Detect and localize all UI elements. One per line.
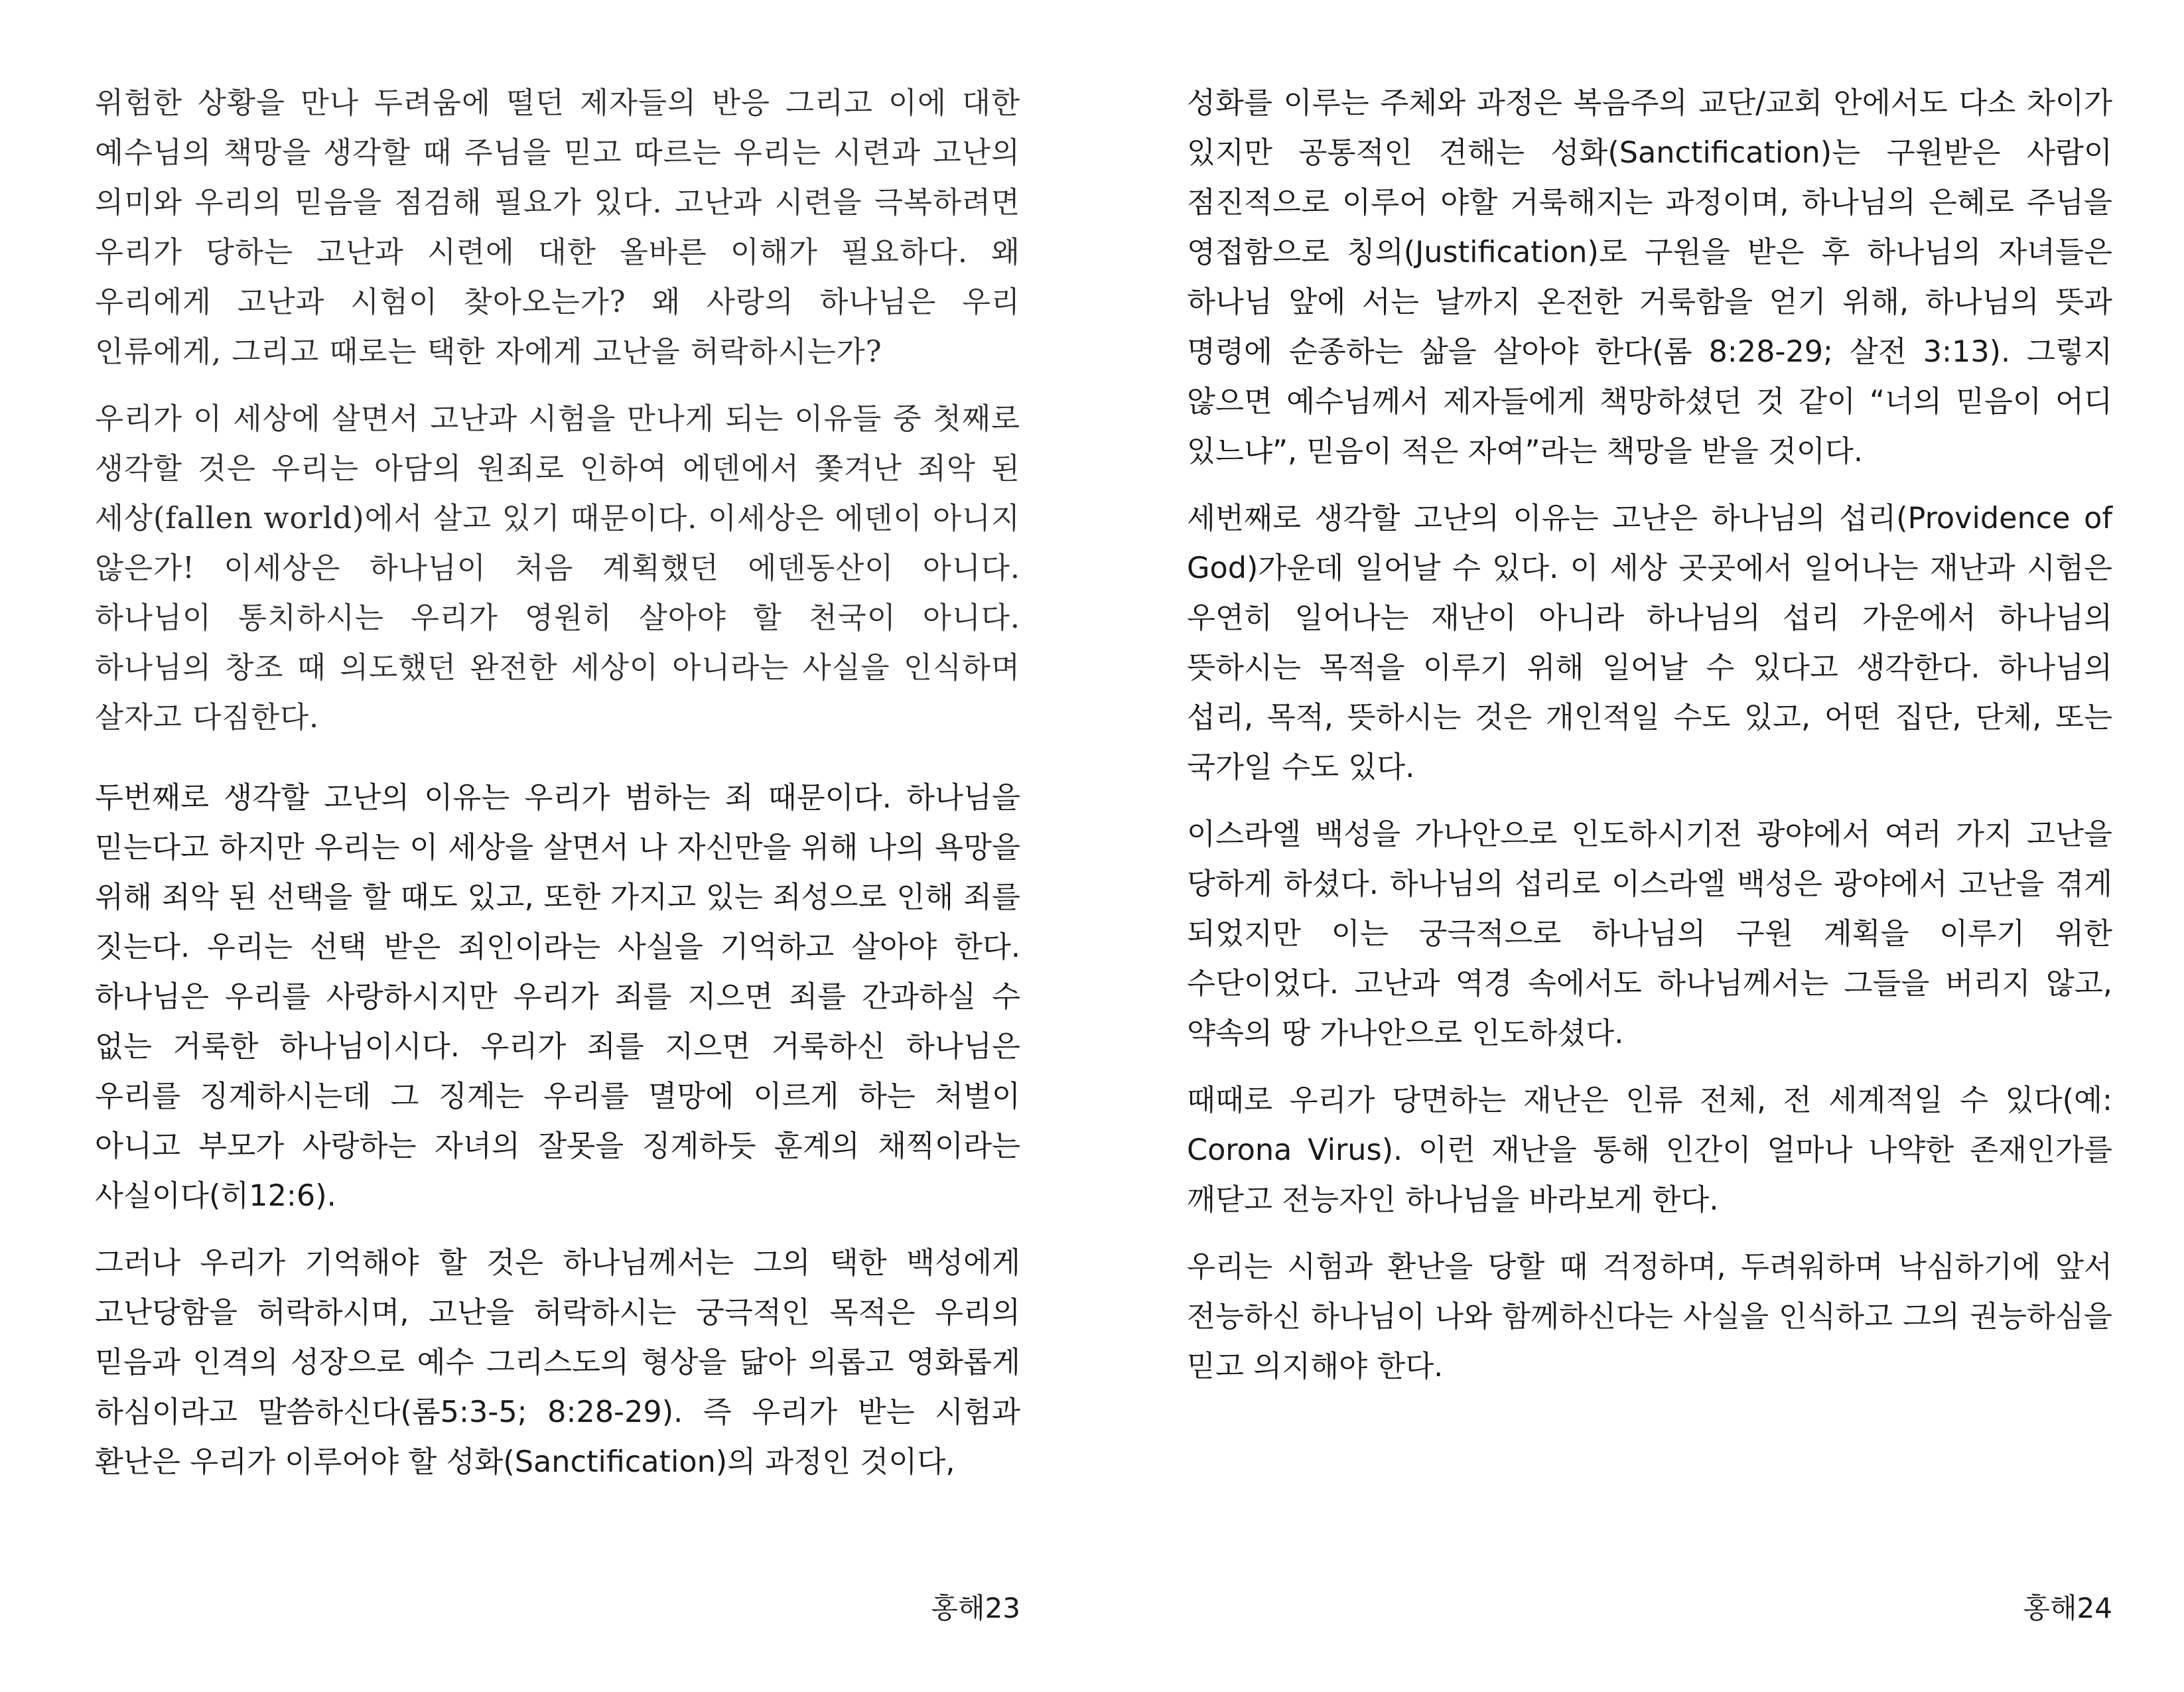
paragraph: 우리는 시험과 환난을 당할 때 걱정하며, 두려워하며 낙심하기에 앞서 전능하신 하나님이 나와 함께하신다는 사실을 인식하고 그의 권능하심을 믿고 의지해야 한다.: [1187, 1250, 2112, 1383]
page-number: 홍해24: [2023, 1592, 2112, 1624]
paragraph: 우리가 이 세상에 살면서 고난과 시험을 만나게 되는 이유들 중 첫째로 생각할 것은 우리는 아담의 원죄로 인하여 에덴에서 쫓겨난 죄악 된 세상(fallen world)에서 살고 있기 때문이다. 이세상은 에덴이 아니지 않은가! 이세상은 하나님이 처음 계획했던 에덴동산이 아니다. 하나님이 통치하시는 우리가 영원히 살아야 할 천국이 아니다. 하나님의 창조 때 의도했던 완전한 세상이 아니라는 사실을 인식하며 살자고 다짐한다.: [95, 402, 1020, 735]
left-page-text-column: [95, 78, 1020, 1504]
paragraph: 그러나 우리가 기억해야 할 것은 하나님께서는 그의 택한 백성에게 고난당함을 허락하시며, 고난을 허락하시는 궁극적인 목적은 우리의 믿음과 인격의 성장으로 예수 그리스도의 형상을 닮아 의롭고 영화롭게 하심이라고 말씀하신다(롬5:3-5; 8:28-29). 즉 우리가 받는 시험과 환난은 우리가 이루어야 할 성화(Sanctification)의 과정인 것이다,: [95, 1246, 1020, 1479]
paragraph: 두번째로 생각할 고난의 이유는 우리가 범하는 죄 때문이다. 하나님을 믿는다고 하지만 우리는 이 세상을 살면서 나 자신만을 위해 나의 욕망을 위해 죄악 된 선택을 할 때도 있고, 또한 가지고 있는 죄성으로 인해 죄를 짓는다. 우리는 선택 받은 죄인이라는 사실을 기억하고 살아야 한다. 하나님은 우리를 사랑하시지만 우리가 죄를 지으면 죄를 간과하실 수 없는 거룩한 하나님이시다. 우리가 죄를 지으면 거룩하신 하나님은 우리를 징계하시는데 그 징계는 우리를 멸망에 이르게 하는 처벌이 아니고 부모가 사랑하는 자녀의 잘못을 징계하듯 훈계의 채찍이라는 사실이다(히12:6).: [95, 781, 1020, 1213]
paragraph: 위험한 상황을 만나 두려움에 떨던 제자들의 반응 그리고 이에 대한 예수님의 책망을 생각할 때 주님을 믿고 따르는 우리는 시련과 고난의 의미와 우리의 믿음을 점검해 필요가 있다. 고난과 시련을 극복하려면 우리가 당하는 고난과 시련에 대한 올바른 이해가 필요하다. 왜 우리에게 고난과 시험이 찾아오는가? 왜 사랑의 하나님은 우리 인류에게, 그리고 때로는 택한 자에게 고난을 허락하시는가?: [95, 86, 1020, 369]
page-number: 홍해23: [931, 1592, 1020, 1624]
paragraph: 이스라엘 백성을 가나안으로 인도하시기전 광야에서 여러 가지 고난을 당하게 하셨다. 하나님의 섭리로 이스라엘 백성은 광야에서 고난을 겪게 되었지만 이는 궁극적으로 하나님의 구원 계획을 이루기 위한 수단이었다. 고난과 역경 속에서도 하나님께서는 그들을 버리지 않고, 약속의 땅 가나안으로 인도하셨다.: [1187, 817, 2112, 1050]
right-page-text-column: [1187, 78, 2112, 1409]
right-page: [1092, 0, 2184, 1692]
paragraph: 세번째로 생각할 고난의 이유는 고난은 하나님의 섭리(Providence of God)가운데 일어날 수 있다. 이 세상 곳곳에서 일어나는 재난과 시험은 우연히 일어나는 재난이 아니라 하나님의 섭리 가운에서 하나님의 뜻하시는 목적을 이루기 위해 일어날 수 있다고 생각한다. 하나님의 섭리, 목적, 뜻하시는 것은 개인적일 수도 있고, 어떤 집단, 단체, 또는 국가일 수도 있다.: [1187, 502, 2112, 784]
paragraph: 성화를 이루는 주체와 과정은 복음주의 교단/교회 안에서도 다소 차이가 있지만 공통적인 견해는 성화(Sanctification)는 구원받은 사람이 점진적으로 이루어 야할 거룩해지는 과정이며, 하나님의 은혜로 주님을 영접함으로 칭의(Justification)로 구원을 받은 후 하나님의 자녀들은 하나님 앞에 서는 날까지 온전한 거룩함을 얻기 위해, 하나님의 뜻과 명령에 순종하는 삶을 살아야 한다(롬 8:28-29; 살전 3:13). 그렇지 않으면 예수님께서 제자들에게 책망하셨던 것 같이 “너의 믿음이 어디 있느냐”, 믿음이 적은 자여”라는 책망을 받을 것이다.: [1187, 86, 2112, 468]
paragraph: 때때로 우리가 당면하는 재난은 인류 전체, 전 세계적일 수 있다(예: Corona Virus). 이런 재난을 통해 인간이 얼마나 나약한 존재인가를 깨닫고 전능자인 하나님을 바라보게 한다.: [1187, 1084, 2112, 1217]
